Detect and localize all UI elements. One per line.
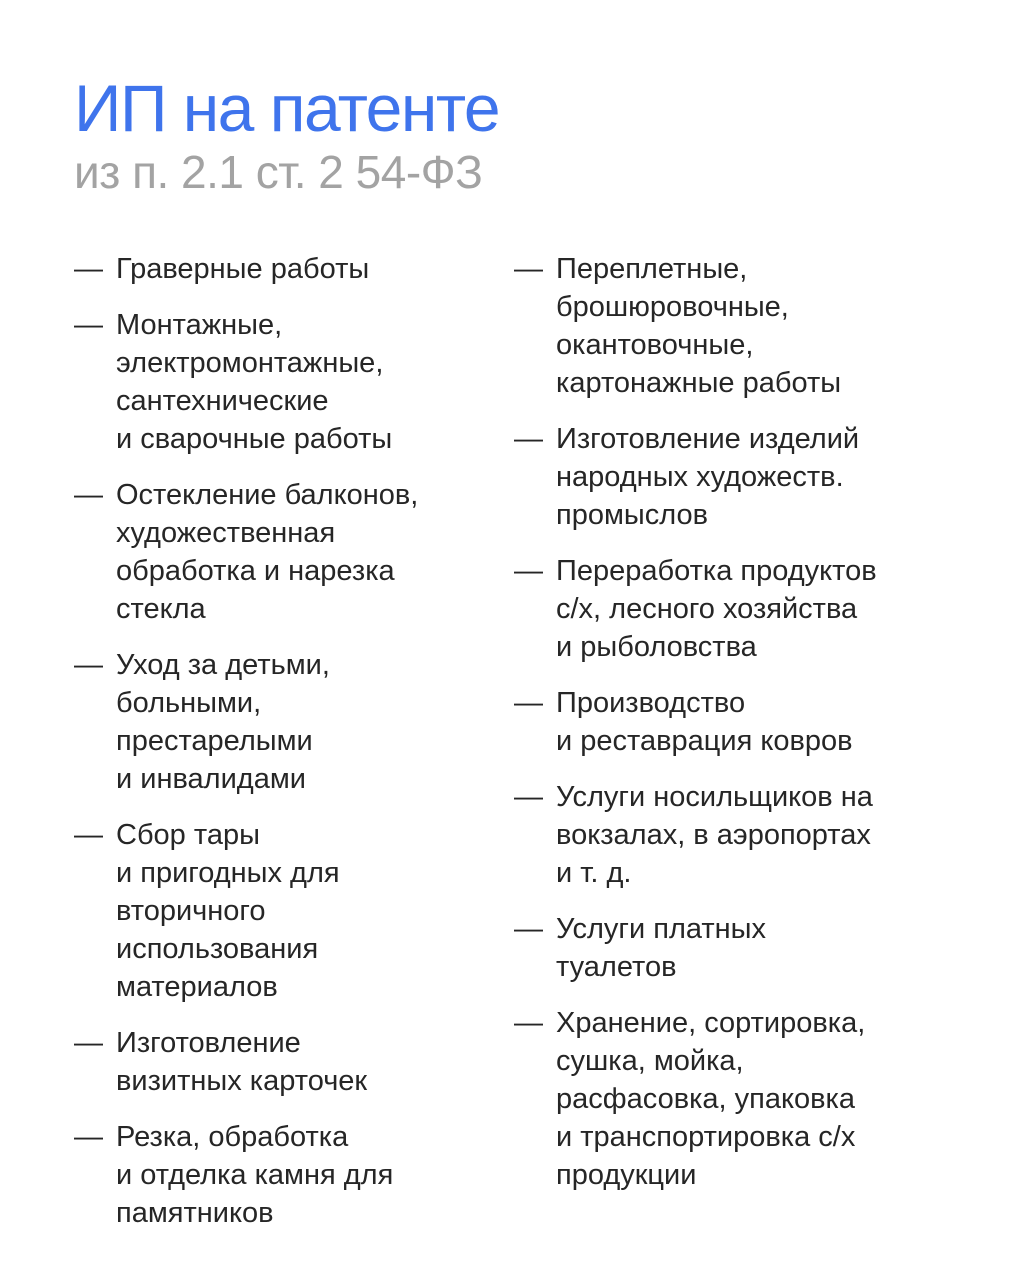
item-text: Остекление балконов, художественная обработка и нарезка стекла [116,479,419,625]
item-text: Граверные работы [116,253,370,285]
item-text: Переплетные, брошюровочные, окантовочные, картонажные работы [556,253,842,399]
dash-bullet: — [74,1027,103,1059]
dash-bullet: — [74,309,103,341]
dash-bullet: — [74,1121,103,1153]
list-item [74,306,494,458]
item-text: Переработка продуктов с/х, лесного хозяйства и рыболовства [556,555,877,663]
right-column-list [514,250,994,1212]
item-text: Хранение, сортировка, сушка, мойка, расфасовка, упаковка и транспортировка с/х продукции [556,1007,866,1191]
list-item [514,552,994,666]
dash-bullet: — [514,781,543,813]
dash-bullet: — [514,253,543,285]
page-subtitle: из п. 2.1 ст. 2 54-ФЗ [74,146,483,198]
list-item [74,816,494,1006]
dash-bullet: — [514,423,543,455]
list-item [514,910,994,986]
list-item [74,646,494,798]
dash-bullet: — [74,479,103,511]
item-text: Услуги носильщиков на вокзалах, в аэропортах и т. д. [556,781,873,889]
list-item [74,1024,494,1100]
list-item [74,250,494,288]
dash-bullet: — [74,649,103,681]
dash-bullet: — [514,687,543,719]
list-item [514,250,994,402]
item-text: Услуги платных туалетов [556,913,766,983]
dash-bullet: — [74,819,103,851]
page-title: ИП на патенте [74,71,500,145]
item-text: Изготовление визитных карточек [116,1027,368,1097]
dash-bullet: — [514,1007,543,1039]
item-text: Изготовление изделий народных художеств. промыслов [556,423,860,531]
item-text: Сбор тары и пригодных для вторичного использования материалов [116,819,340,1003]
left-column-list [74,250,494,1250]
item-text: Резка, обработка и отделка камня для памятников [116,1121,394,1229]
list-item [514,1004,994,1194]
dash-bullet: — [514,555,543,587]
dash-bullet: — [74,253,103,285]
dash-bullet: — [514,913,543,945]
item-text: Производство и реставрация ковров [556,687,853,757]
list-item [514,778,994,892]
list-item [514,684,994,760]
list-item [514,420,994,534]
list-item [74,476,494,628]
list-item [74,1118,494,1232]
item-text: Уход за детьми, больными, престарелыми и инвалидами [116,649,330,795]
item-text: Монтажные, электромонтажные, сантехнические и сварочные работы [116,309,393,455]
